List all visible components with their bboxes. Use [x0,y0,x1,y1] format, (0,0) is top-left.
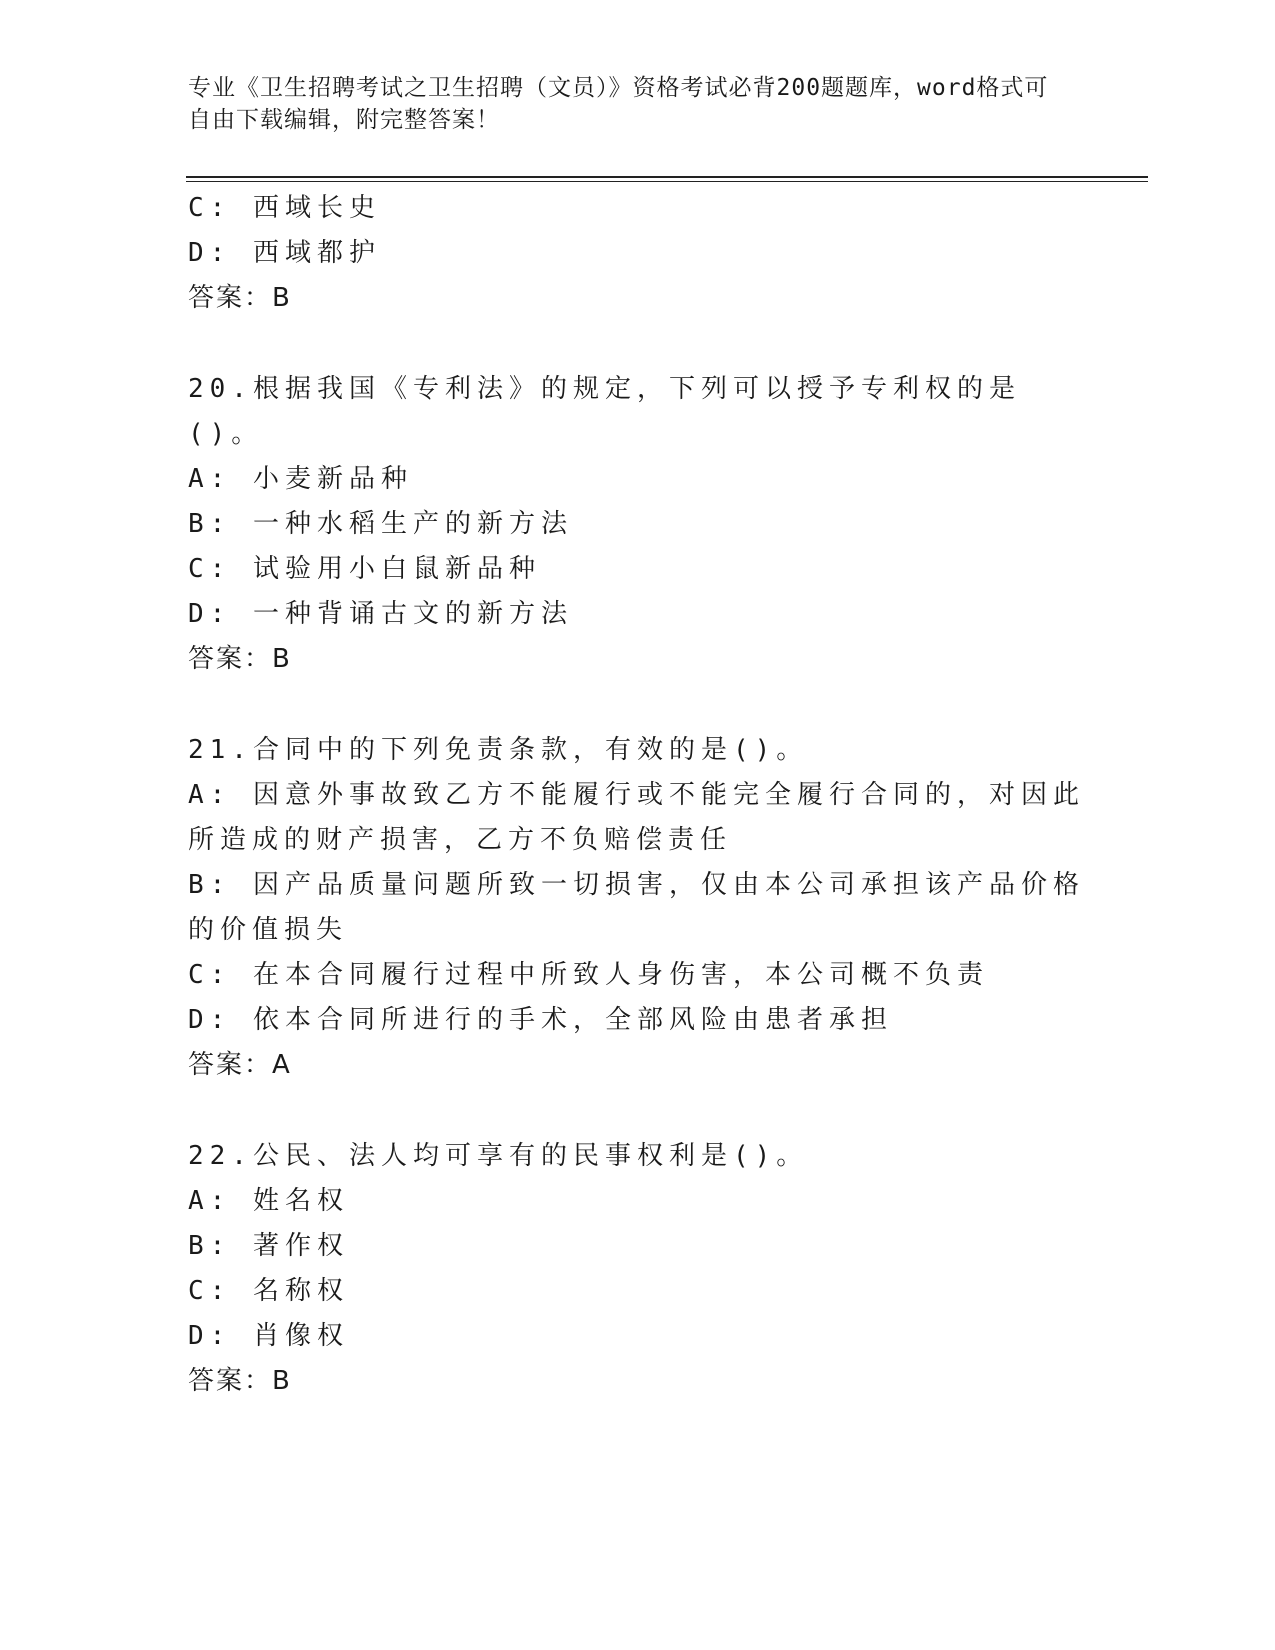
option-b: B: 一种水稻生产的新方法 [188,509,573,539]
answer-line: 答案：A [188,1050,292,1080]
option-a: A: 因意外事故致乙方不能履行或不能完全履行合同的，对因此所造成的财产损害，乙方不负赔偿责任 [188,780,1085,855]
question-21 [188,728,1088,1088]
question-20 [188,367,1088,682]
option-b: B: 著作权 [188,1231,349,1261]
option-c: C: 在本合同履行过程中所致人身伤害，本公司概不负责 [188,960,989,990]
option-c: C: 西域长史 [188,193,381,223]
answer-line: 答案：B [188,644,292,674]
spacer [188,321,1088,367]
question-stem: 21.合同中的下列免责条款，有效的是()。 [188,735,809,765]
spacer [188,1088,1088,1134]
option-d: D: 依本合同所进行的手术，全部风险由患者承担 [188,1005,893,1035]
document-body [188,186,1088,1404]
question-22 [188,1134,1088,1404]
option-c: C: 名称权 [188,1276,349,1306]
option-d: D: 西域都护 [188,238,381,268]
header-rule-thin [186,181,1148,182]
answer-line: 答案：B [188,283,292,313]
continued-question [188,186,1088,321]
document-header: 专业《卫生招聘考试之卫生招聘（文员）》资格考试必背200题题库，word格式可自由下载编辑，附完整答案！ [188,75,1049,133]
question-stem: 22.公民、法人均可享有的民事权利是()。 [188,1141,809,1171]
option-b: B: 因产品质量问题所致一切损害，仅由本公司承担该产品价格的价值损失 [188,870,1085,945]
option-d: D: 一种背诵古文的新方法 [188,599,573,629]
header-rule-thick [186,176,1148,178]
option-a: A: 姓名权 [188,1186,349,1216]
question-stem: 20.根据我国《专利法》的规定，下列可以授予专利权的是()。 [188,374,1021,449]
option-a: A: 小麦新品种 [188,464,413,494]
option-c: C: 试验用小白鼠新品种 [188,554,541,584]
spacer [188,682,1088,728]
answer-line: 答案：B [188,1366,292,1396]
option-d: D: 肖像权 [188,1321,349,1351]
